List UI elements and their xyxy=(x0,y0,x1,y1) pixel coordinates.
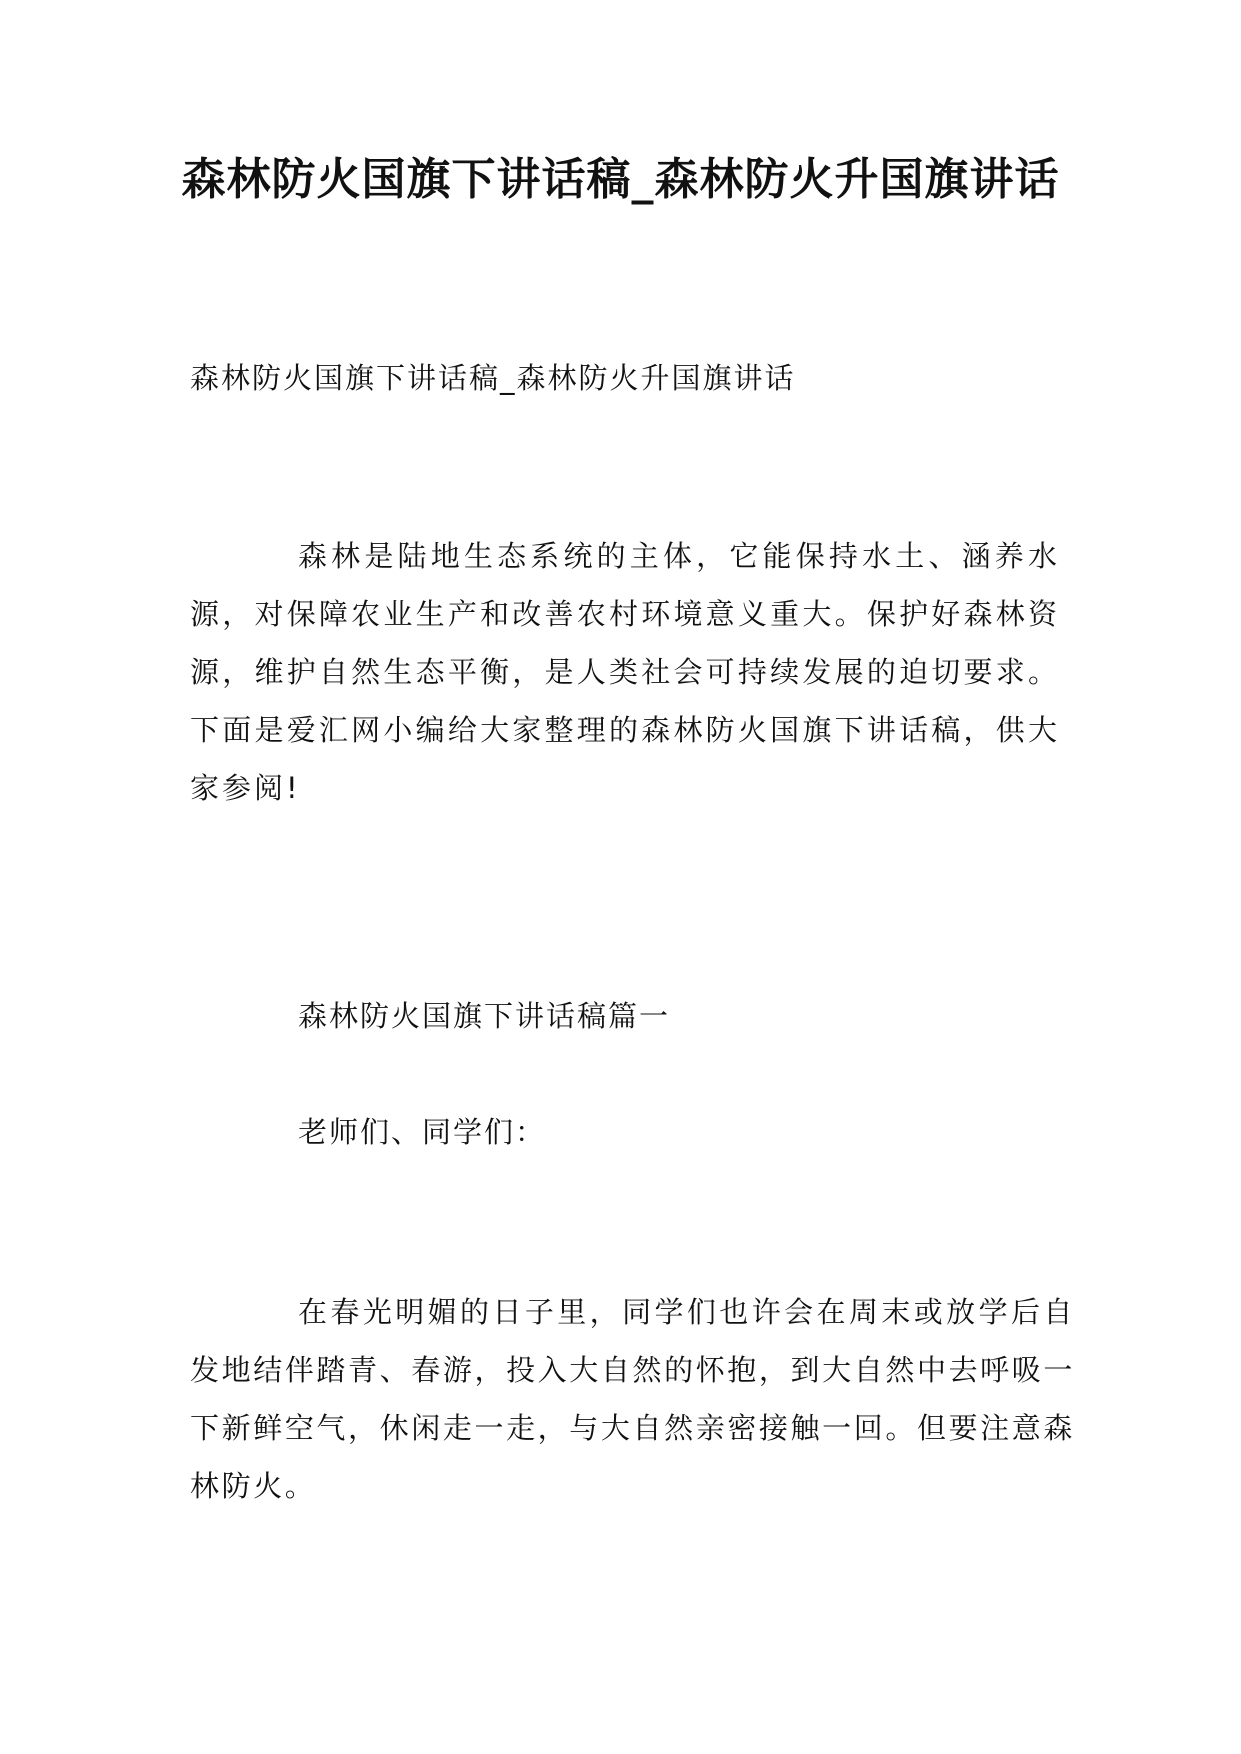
document-subtitle: 森林防火国旗下讲话稿_森林防火升国旗讲话 xyxy=(190,361,796,395)
document-title: 森林防火国旗下讲话稿_森林防火升国旗讲话 xyxy=(181,154,1060,205)
section-heading: 森林防火国旗下讲话稿篇一 xyxy=(298,999,671,1033)
speech-greeting: 老师们、同学们： xyxy=(298,1115,547,1149)
intro-paragraph: 森林是陆地生态系统的主体，它能保持水土、涵养水源，对保障农业生产和改善农村环境意义重大。保护好森林资源，维护自然生态平衡，是人类社会可持续发展的迫切要求。下面是爱汇网小编给大家整理的森林防火国旗下讲话稿，供大家参阅! xyxy=(190,539,1060,805)
speech-paragraph: 在春光明媚的日子里，同学们也许会在周末或放学后自发地结伴踏青、春游，投入大自然的怀抱，到大自然中去呼吸一下新鲜空气，休闲走一走，与大自然亲密接触一回。但要注意森林防火。 xyxy=(190,1295,1075,1503)
